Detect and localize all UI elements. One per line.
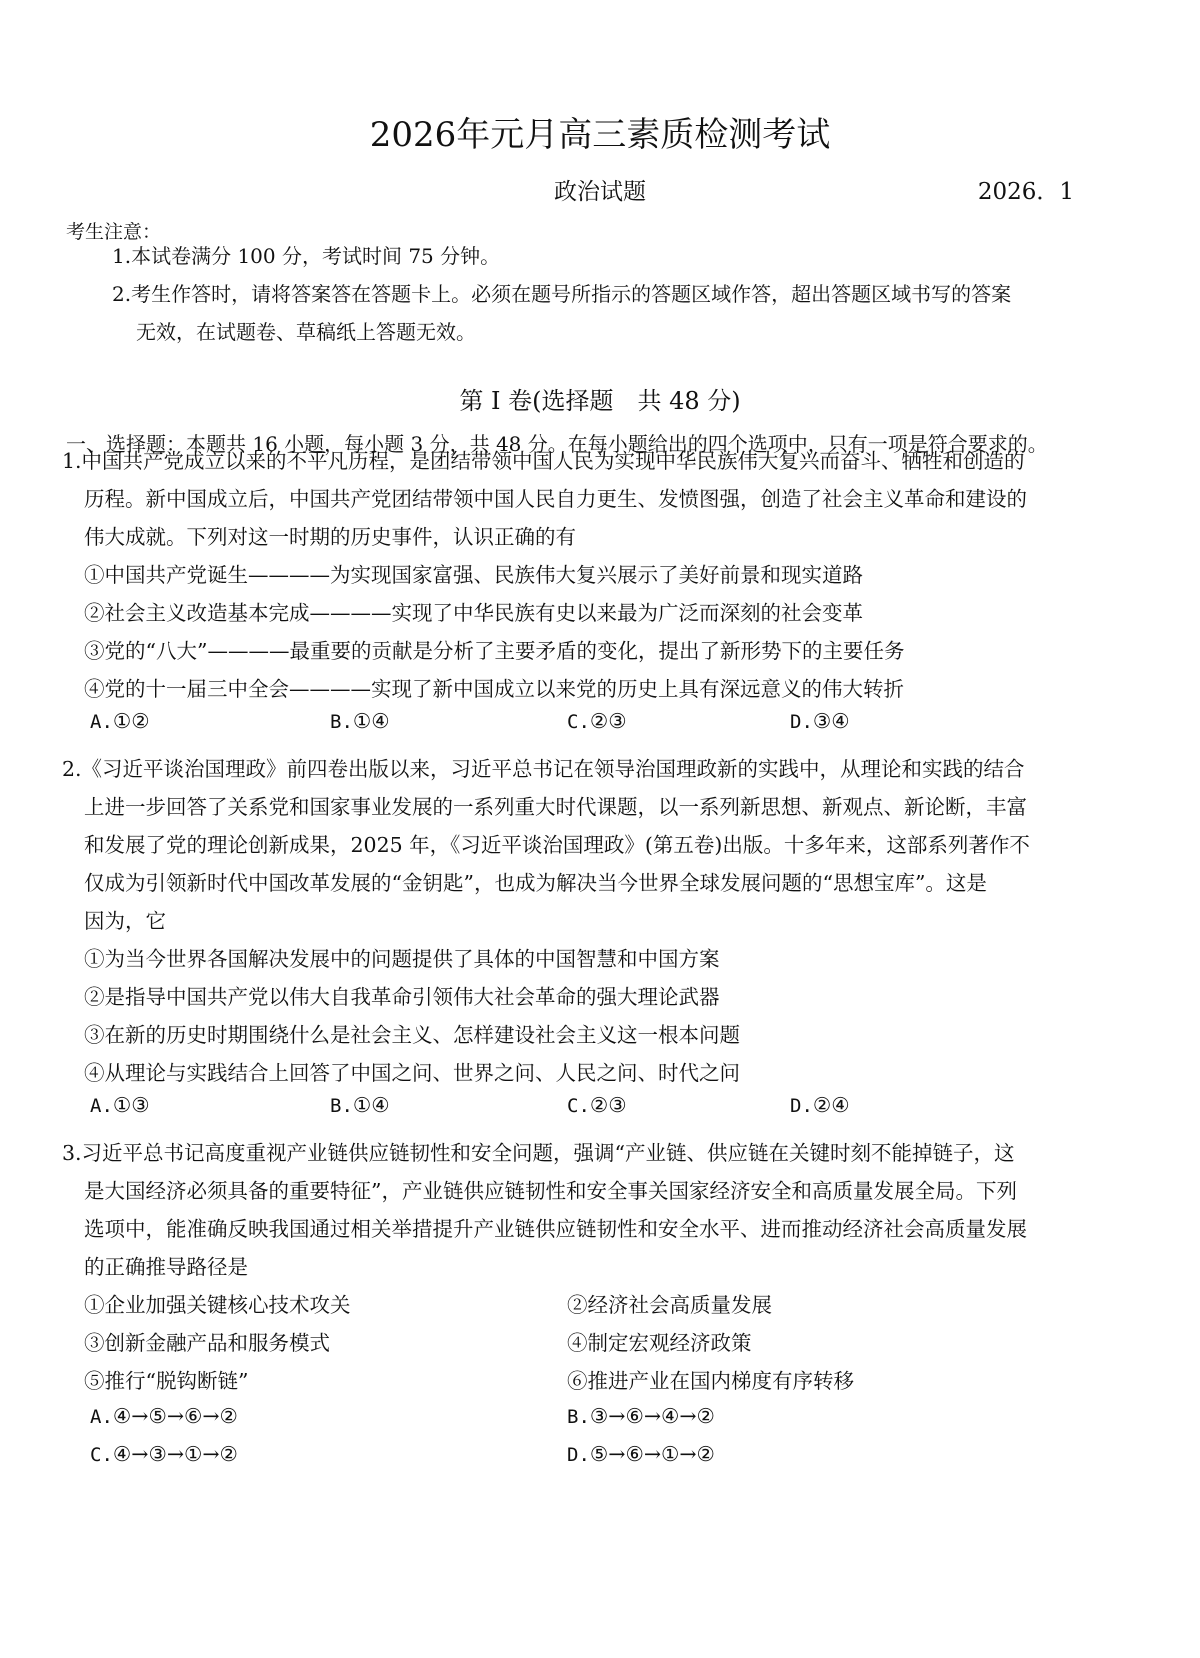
answer-choice-a[interactable] <box>90 1091 150 1120</box>
answer-text: ⑤→⑥→①→② <box>589 1442 715 1466</box>
answer-choice-d[interactable] <box>790 707 850 736</box>
answer-letter: C. <box>90 1444 113 1466</box>
question-line: 仅成为引领新时代中国改革发展的“金钥匙”，也成为解决当今世界全球发展问题的“思想宝库”。这是 <box>84 871 987 895</box>
statement-option: ①企业加强关键核心技术攻关 <box>84 1293 351 1317</box>
notice-item-1: 1.本试卷满分 100 分，考试时间 75 分钟。 <box>112 244 501 268</box>
answer-letter: B. <box>330 711 353 733</box>
answer-letter: B. <box>567 1406 590 1428</box>
question-line: 历程。新中国成立后，中国共产党团结带领中国人民自力更生、发愤图强，创造了社会主义革命和建设的 <box>84 487 1027 511</box>
answer-text: ②③ <box>589 709 627 733</box>
question-line: 2.《习近平谈治国理政》前四卷出版以来，习近平总书记在领导治国理政新的实践中，从理论和实践的结合 <box>62 757 1025 781</box>
answer-letter: B. <box>330 1095 353 1117</box>
answer-text: ④→⑤→⑥→② <box>112 1404 238 1428</box>
notice-item-2: 2.考生作答时，请将答案答在答题卡上。必须在题号所指示的答题区域作答，超出答题区域书写的答案 <box>112 282 1012 306</box>
statement-option: ②社会主义改造基本完成————实现了中华民族有史以来最为广泛而深刻的社会变革 <box>84 601 863 625</box>
statement-option: ④制定宏观经济政策 <box>567 1331 752 1355</box>
answer-letter: A. <box>90 1406 113 1428</box>
statement-option: ①为当今世界各国解决发展中的问题提供了具体的中国智慧和中国方案 <box>84 947 720 971</box>
statement-option: ②经济社会高质量发展 <box>567 1293 772 1317</box>
statement-option: ⑤推行“脱钩断链” <box>84 1369 249 1393</box>
question-line: 1.中国共产党成立以来的不平凡历程，是团结带领中国人民为实现中华民族伟大复兴而奋斗、牺牲和创造的 <box>62 449 1025 473</box>
answer-choice-b[interactable] <box>330 1091 390 1120</box>
answer-letter: D. <box>567 1444 590 1466</box>
answer-text: ①④ <box>352 1093 390 1117</box>
statement-option: ④党的十一届三中全会————实现了新中国成立以来党的历史上具有深远意义的伟大转折 <box>84 677 904 701</box>
answer-letter: C. <box>567 711 590 733</box>
question-line: 是大国经济必须具备的重要特征”，产业链供应链韧性和安全事关国家经济安全和高质量发展全局。下列 <box>84 1179 1017 1203</box>
notice-item-2-cont: 无效，在试题卷、草稿纸上答题无效。 <box>136 320 476 344</box>
answer-choice-a[interactable] <box>90 1402 238 1431</box>
notice-label: 考生注意： <box>66 221 162 243</box>
statement-option: ②是指导中国共产党以伟大自我革命引领伟大社会革命的强大理论武器 <box>84 985 720 1009</box>
answer-letter: D. <box>790 711 813 733</box>
answer-text: ①④ <box>352 709 390 733</box>
exam-title: 2026年元月高三素质检测考试 <box>369 115 831 155</box>
question-line: 伟大成就。下列对这一时期的历史事件，认识正确的有 <box>84 525 576 549</box>
answer-text: ③→⑥→④→② <box>589 1404 715 1428</box>
answer-choice-b[interactable] <box>330 707 390 736</box>
question-line: 3.习近平总书记高度重视产业链供应链韧性和安全问题，强调“产业链、供应链在关键时刻不能掉链子，这 <box>62 1141 1015 1165</box>
answer-text: ③④ <box>812 709 850 733</box>
answer-text: ①② <box>112 709 150 733</box>
answer-choice-c[interactable] <box>90 1440 238 1469</box>
answer-text: ②④ <box>812 1093 850 1117</box>
answer-choice-c[interactable] <box>567 1091 627 1120</box>
section-intro: 一、选择题：本题共 16 小题，每小题 3 分，共 48 分。在每小题给出的四个选项中，只有一项是符合要求的。 <box>66 432 1048 456</box>
question-line: 因为，它 <box>84 909 166 933</box>
answer-letter: C. <box>567 1095 590 1117</box>
answer-text: ①③ <box>112 1093 150 1117</box>
answer-choice-d[interactable] <box>790 1091 850 1120</box>
question-line: 上进一步回答了关系党和国家事业发展的一系列重大时代课题，以一系列新思想、新观点、新论断，丰富 <box>84 795 1027 819</box>
exam-subject: 政治试题 <box>554 179 646 205</box>
statement-option: ③创新金融产品和服务模式 <box>84 1331 330 1355</box>
part-title: 第 Ⅰ 卷(选择题 共 48 分) <box>459 387 741 415</box>
answer-text: ④→③→①→② <box>112 1442 238 1466</box>
answer-text: ②③ <box>589 1093 627 1117</box>
answer-letter: A. <box>90 1095 113 1117</box>
exam-date: 2026．1 <box>977 179 1074 205</box>
answer-choice-b[interactable] <box>567 1402 715 1431</box>
answer-letter: A. <box>90 711 113 733</box>
question-line: 的正确推导路径是 <box>84 1255 248 1279</box>
answer-choice-a[interactable] <box>90 707 150 736</box>
statement-option: ⑥推进产业在国内梯度有序转移 <box>567 1369 854 1393</box>
answer-choice-d[interactable] <box>567 1440 715 1469</box>
answer-choice-c[interactable] <box>567 707 627 736</box>
statement-option: ③党的“八大”————最重要的贡献是分析了主要矛盾的变化，提出了新形势下的主要任务 <box>84 639 905 663</box>
statement-option: ④从理论与实践结合上回答了中国之问、世界之问、人民之问、时代之问 <box>84 1061 740 1085</box>
statement-option: ③在新的历史时期围绕什么是社会主义、怎样建设社会主义这一根本问题 <box>84 1023 740 1047</box>
statement-option: ①中国共产党诞生————为实现国家富强、民族伟大复兴展示了美好前景和现实道路 <box>84 563 863 587</box>
question-line: 和发展了党的理论创新成果，2025 年，《习近平谈治国理政》(第五卷)出版。十多年来，这部系列著作不 <box>84 833 1030 857</box>
question-line: 选项中，能准确反映我国通过相关举措提升产业链供应链韧性和安全水平、进而推动经济社会高质量发展 <box>84 1217 1027 1241</box>
answer-letter: D. <box>790 1095 813 1117</box>
